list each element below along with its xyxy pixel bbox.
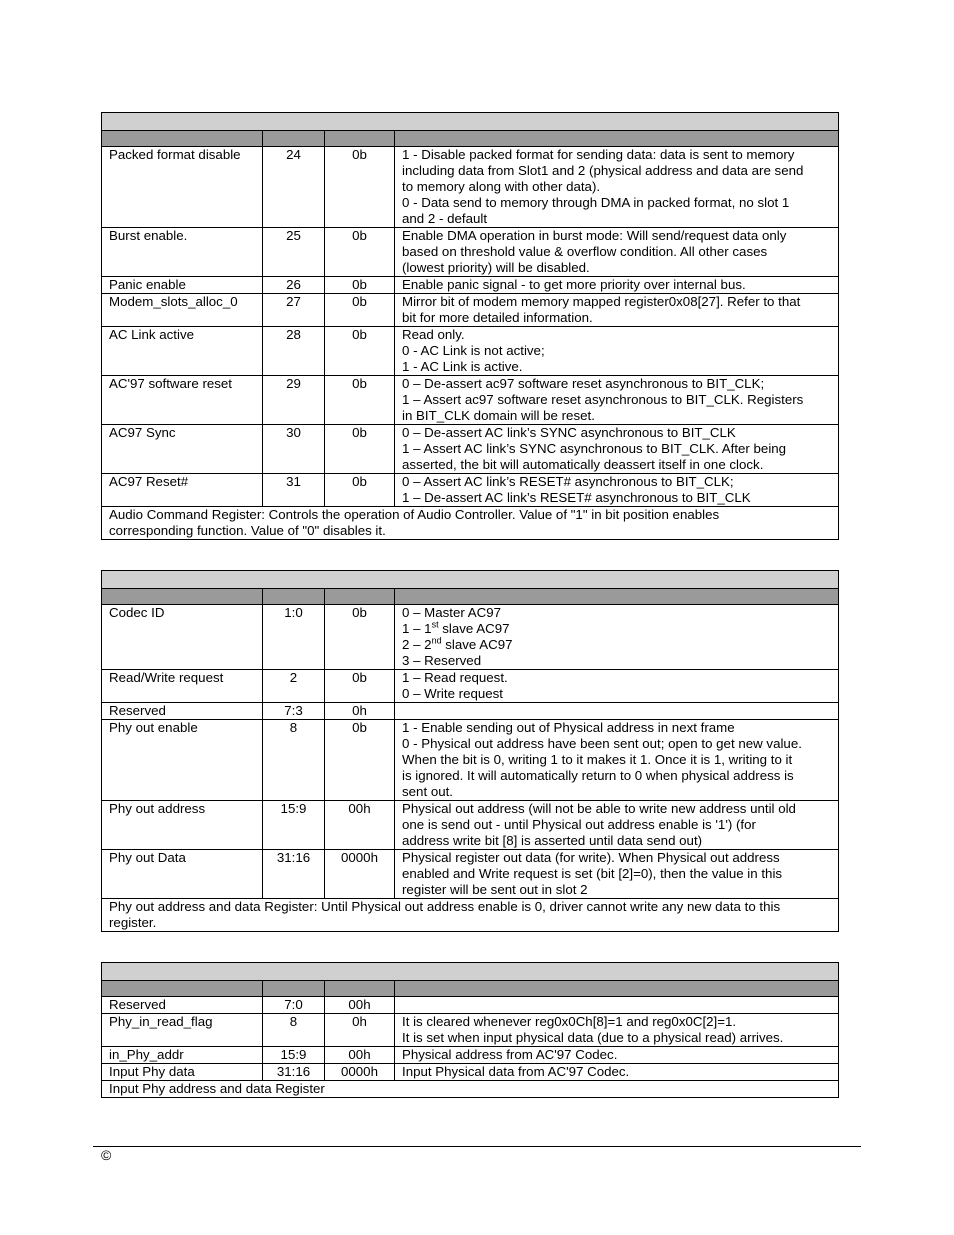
description-line: and 2 - default — [402, 211, 488, 226]
description-line: 0 – Assert AC link’s RESET# asynchronous to BIT_CLK; — [402, 474, 734, 489]
field-default: 0b — [325, 294, 395, 327]
field-default: 00h — [325, 1047, 395, 1064]
description-line: Physical register out data (for write). When Physical out address — [402, 850, 780, 865]
table-row — [102, 605, 839, 670]
field-default: 0b — [325, 474, 395, 507]
description-line: 0 – De-assert ac97 software reset asynchronous to BIT_CLK; — [402, 376, 765, 391]
field-description — [395, 670, 839, 703]
description-line: Mirror bit of modem memory mapped register0x08[27]. Refer to that — [402, 294, 801, 309]
description-line: 1 – Assert AC link’s SYNC asynchronous to BIT_CLK. After being — [402, 441, 787, 456]
table-row — [102, 850, 839, 899]
field-bits: 29 — [263, 376, 325, 425]
description-line: When the bit is 0, writing 1 to it makes it 1. Once it is 1, writing to it — [402, 752, 793, 767]
description-line: in BIT_CLK domain will be reset. — [402, 408, 595, 423]
field-bits: 26 — [263, 277, 325, 294]
field-name: Reserved — [102, 703, 263, 720]
table-title-bar — [102, 571, 839, 589]
field-default: 0b — [325, 425, 395, 474]
field-description — [395, 997, 839, 1014]
description-line: It is cleared whenever reg0x0Ch[8]=1 and reg0x0C[2]=1. — [402, 1014, 737, 1029]
field-default: 0000h — [325, 1064, 395, 1081]
table-row — [102, 294, 839, 327]
field-name: Burst enable. — [102, 228, 263, 277]
description-line: enabled and Write request is set (bit [2]=0), then the value in this — [402, 866, 783, 881]
field-name: AC'97 software reset — [102, 376, 263, 425]
field-description — [395, 327, 839, 376]
field-bits: 8 — [263, 1014, 325, 1047]
field-default: 0h — [325, 1014, 395, 1047]
description-line: to memory along with other data). — [402, 179, 601, 194]
field-bits: 15:9 — [263, 801, 325, 850]
field-bits: 1:0 — [263, 605, 325, 670]
field-default: 0h — [325, 703, 395, 720]
copyright-symbol: © — [101, 1147, 112, 1163]
field-description — [395, 605, 839, 670]
description-line: 1 - AC Link is active. — [402, 359, 523, 374]
field-description — [395, 1064, 839, 1081]
footer-rule — [93, 1146, 861, 1147]
field-default: 0b — [325, 376, 395, 425]
description-line: sent out. — [402, 784, 454, 799]
field-default: 0b — [325, 228, 395, 277]
description-line: 0 – Write request — [402, 686, 504, 701]
table-row — [102, 1047, 839, 1064]
description-line: is ignored. It will automatically return to 0 when physical address is — [402, 768, 794, 783]
table-title-bar — [102, 963, 839, 981]
field-bits: 31 — [263, 474, 325, 507]
description-line: 0 - AC Link is not active; — [402, 343, 545, 358]
note-line: register. — [109, 915, 157, 930]
description-line: bit for more detailed information. — [402, 310, 593, 325]
description-line: 0 - Data send to memory through DMA in packed format, no slot 1 — [402, 195, 790, 210]
description-line: Physical out address (will not be able to write new address until old — [402, 801, 796, 816]
field-name: AC97 Sync — [102, 425, 263, 474]
field-name: AC97 Reset# — [102, 474, 263, 507]
description-line: 0 – Master AC97 — [402, 605, 502, 620]
field-bits: 31:16 — [263, 1064, 325, 1081]
description-line: Physical address from AC'97 Codec. — [402, 1047, 618, 1062]
note-line: Phy out address and data Register: Until Physical out address enable is 0, driver cannot write any new data to this — [109, 899, 781, 914]
field-default: 0b — [325, 147, 395, 228]
description-line: based on threshold value & overflow condition. All other cases — [402, 244, 768, 259]
field-description — [395, 1047, 839, 1064]
table-note-row — [102, 1081, 839, 1098]
description-line: address write bit [8] is asserted until data send out) — [402, 833, 703, 848]
register-note — [102, 1081, 839, 1098]
field-default: 00h — [325, 997, 395, 1014]
register-note — [102, 507, 839, 540]
description-line: Enable panic signal - to get more priority over internal bus. — [402, 277, 746, 292]
table-row — [102, 801, 839, 850]
field-description — [395, 277, 839, 294]
description-line: Enable DMA operation in burst mode: Will send/request data only — [402, 228, 787, 243]
table-row — [102, 1014, 839, 1047]
table-row — [102, 670, 839, 703]
field-default: 0000h — [325, 850, 395, 899]
table-row — [102, 997, 839, 1014]
field-bits: 24 — [263, 147, 325, 228]
input-phy-register-table — [101, 962, 839, 1098]
field-name: Phy_in_read_flag — [102, 1014, 263, 1047]
description-line: 0 – De-assert AC link’s SYNC asynchronous to BIT_CLK — [402, 425, 736, 440]
description-line: including data from Slot1 and 2 (physical address and data are send — [402, 163, 804, 178]
table-row — [102, 147, 839, 228]
field-name: Read/Write request — [102, 670, 263, 703]
table-header-bar — [102, 981, 839, 997]
field-description — [395, 850, 839, 899]
description-line: 3 – Reserved — [402, 653, 482, 668]
field-description — [395, 228, 839, 277]
table-header-bar — [102, 131, 839, 147]
field-bits: 25 — [263, 228, 325, 277]
audio-command-register-table — [101, 112, 839, 540]
description-line: Read only. — [402, 327, 465, 342]
description-line: 1 – Read request. — [402, 670, 508, 685]
field-description — [395, 474, 839, 507]
table-row — [102, 720, 839, 801]
note-line: Audio Command Register: Controls the operation of Audio Controller. Value of "1" in bit position enables — [109, 507, 720, 522]
field-name: Packed format disable — [102, 147, 263, 228]
field-bits: 28 — [263, 327, 325, 376]
description-line: 2 – 2nd slave AC97 — [402, 635, 513, 652]
note-line: Input Phy address and data Register — [109, 1081, 325, 1096]
table-row — [102, 703, 839, 720]
field-bits: 2 — [263, 670, 325, 703]
field-description — [395, 147, 839, 228]
table-row — [102, 425, 839, 474]
field-bits: 7:3 — [263, 703, 325, 720]
field-bits: 7:0 — [263, 997, 325, 1014]
table-row — [102, 277, 839, 294]
table-row — [102, 376, 839, 425]
field-default: 00h — [325, 801, 395, 850]
table-row — [102, 228, 839, 277]
field-default: 0b — [325, 720, 395, 801]
field-description — [395, 1014, 839, 1047]
register-note — [102, 899, 839, 932]
field-description — [395, 703, 839, 720]
description-line: (lowest priority) will be disabled. — [402, 260, 590, 275]
description-line: register will be sent out in slot 2 — [402, 882, 588, 897]
field-name: Panic enable — [102, 277, 263, 294]
description-line: one is send out - until Physical out address enable is '1') (for — [402, 817, 756, 832]
field-name: Reserved — [102, 997, 263, 1014]
field-description — [395, 801, 839, 850]
field-default: 0b — [325, 327, 395, 376]
field-name: Phy out address — [102, 801, 263, 850]
field-description — [395, 720, 839, 801]
field-default: 0b — [325, 605, 395, 670]
field-name: in_Phy_addr — [102, 1047, 263, 1064]
description-line: 1 – 1st slave AC97 — [402, 619, 510, 636]
field-description — [395, 294, 839, 327]
table-note-row — [102, 899, 839, 932]
field-bits: 31:16 — [263, 850, 325, 899]
description-line: asserted, the bit will automatically deassert itself in one clock. — [402, 457, 764, 472]
table-note-row — [102, 507, 839, 540]
field-bits: 15:9 — [263, 1047, 325, 1064]
field-name: Input Phy data — [102, 1064, 263, 1081]
table-row — [102, 474, 839, 507]
field-default: 0b — [325, 670, 395, 703]
field-description — [395, 376, 839, 425]
table-row — [102, 1064, 839, 1081]
field-name: Phy out enable — [102, 720, 263, 801]
description-line: 1 - Enable sending out of Physical address in next frame — [402, 720, 735, 735]
note-line: corresponding function. Value of "0" disables it. — [109, 523, 386, 538]
phy-out-register-table — [101, 570, 839, 932]
description-line: 1 – Assert ac97 software reset asynchronous to BIT_CLK. Registers — [402, 392, 804, 407]
table-header-bar — [102, 589, 839, 605]
field-name: Codec ID — [102, 605, 263, 670]
field-bits: 8 — [263, 720, 325, 801]
description-line: 1 - Disable packed format for sending data: data is sent to memory — [402, 147, 795, 162]
description-line: Input Physical data from AC'97 Codec. — [402, 1064, 630, 1079]
field-name: Modem_slots_alloc_0 — [102, 294, 263, 327]
field-name: Phy out Data — [102, 850, 263, 899]
description-line: It is set when input physical data (due to a physical read) arrives. — [402, 1030, 784, 1045]
description-line: 0 - Physical out address have been sent out; open to get new value. — [402, 736, 802, 751]
field-description — [395, 425, 839, 474]
table-row — [102, 327, 839, 376]
field-default: 0b — [325, 277, 395, 294]
description-line: 1 – De-assert AC link’s RESET# asynchronous to BIT_CLK — [402, 490, 751, 505]
field-bits: 27 — [263, 294, 325, 327]
table-title-bar — [102, 113, 839, 131]
field-bits: 30 — [263, 425, 325, 474]
field-name: AC Link active — [102, 327, 263, 376]
